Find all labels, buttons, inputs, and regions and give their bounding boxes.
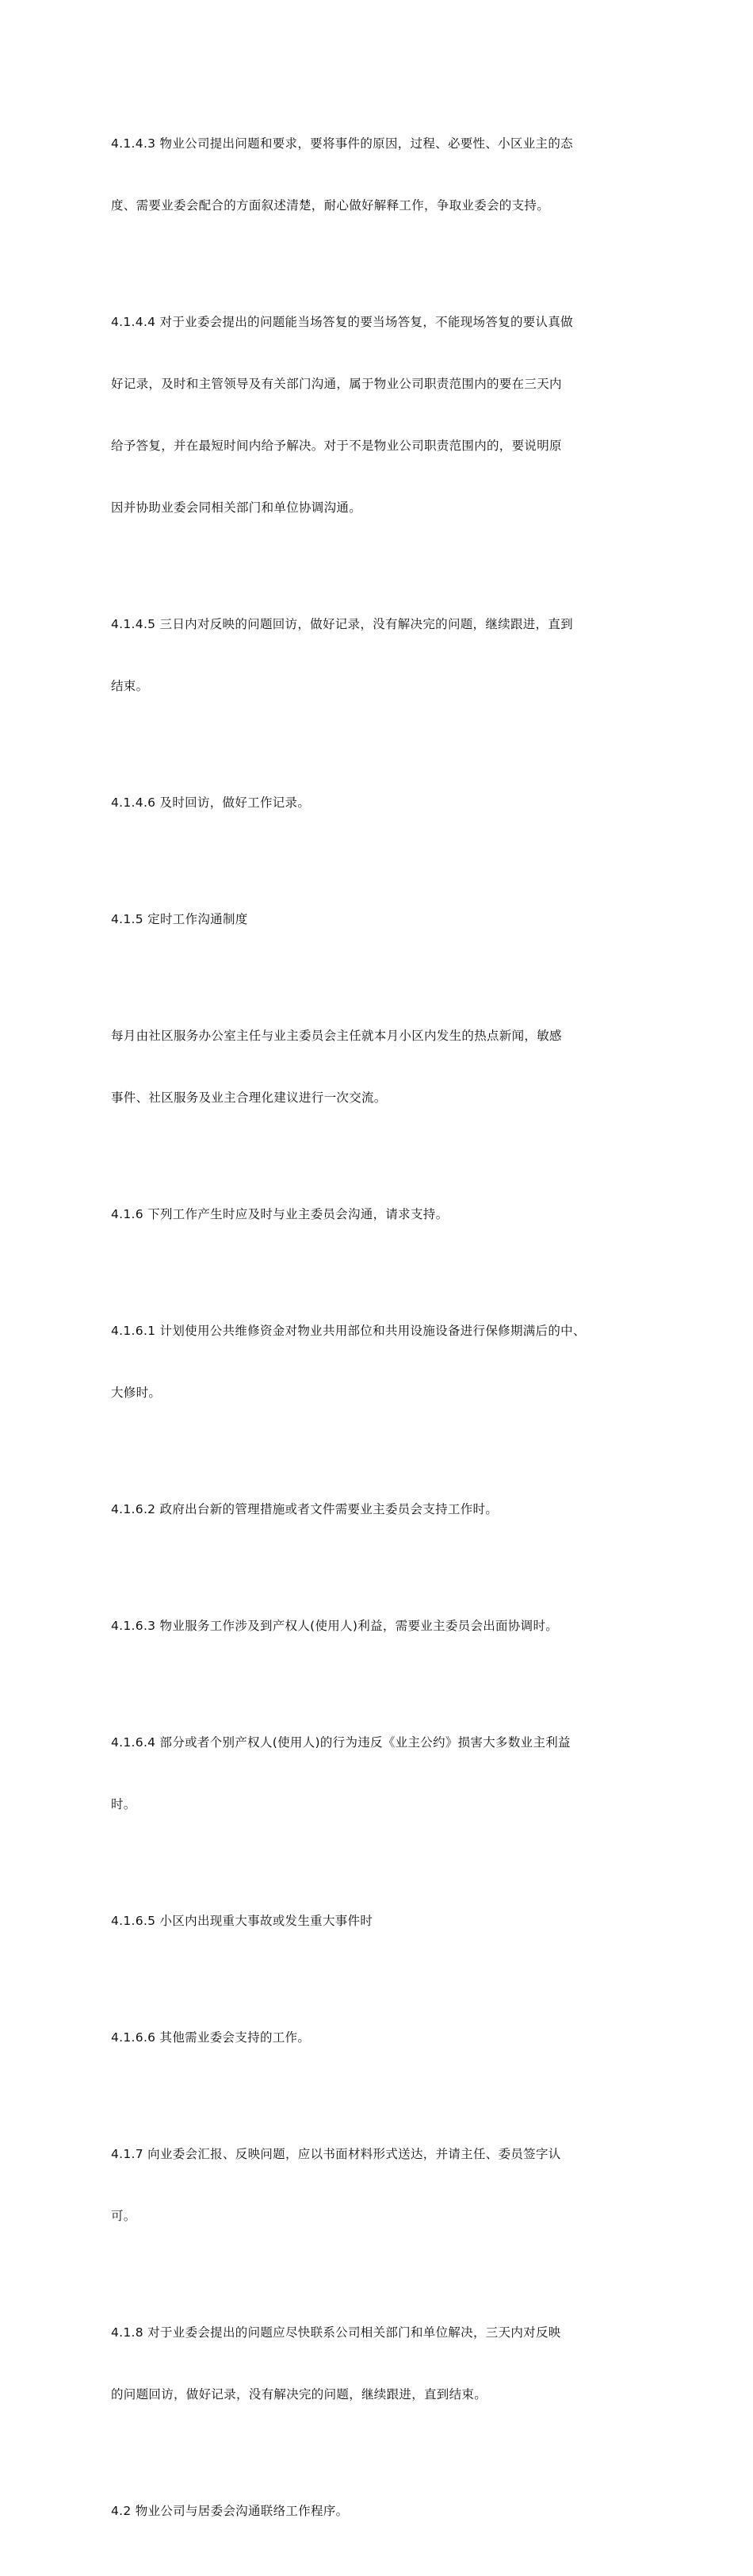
text-line: 给予答复，并在最短时间内给予解决。对于不是物业公司职责范围内的，要说明原 [111, 439, 562, 453]
text-line: 4.1.6.3 物业服务工作涉及到产权人(使用人)利益，需要业主委员会出面协调时。 [111, 1619, 559, 1633]
paragraph-4-1-6-1 [111, 1279, 658, 1444]
text-line: 可。 [111, 2209, 136, 2223]
paragraph-4-1-6-5 [111, 1869, 658, 1972]
text-line: 4.1.6.1 计划使用公共维修资金对物业共用部位和共用设施设备进行保修期满后的中、 [111, 1324, 586, 1338]
paragraph-4-1-6 [111, 1163, 658, 1266]
text-line: 4.1.4.3 物业公司提出问题和要求，要将事件的原因，过程、必要性、小区业主的态 [111, 136, 573, 151]
text-line: 4.2 物业公司与居委会沟通联络工作程序。 [111, 2504, 349, 2518]
paragraph-4-1-8 [111, 2281, 658, 2446]
document-body [111, 92, 658, 2576]
text-line: 4.1.6 下列工作产生时应及时与业主委员会沟通，请求支持。 [111, 1207, 449, 1221]
text-line: 结束。 [111, 679, 149, 693]
text-line: 4.1.4.5 三日内对反映的问题回访，做好记录，没有解决完的问题，继续跟进，直到 [111, 617, 573, 631]
paragraph-monthly-exchange [111, 984, 658, 1149]
text-line: 4.1.4.4 对于业委会提出的问题能当场答复的要当场答复，不能现场答复的要认真做 [111, 315, 573, 329]
paragraph-4-1-4-3 [111, 92, 658, 257]
text-line: 4.1.6.2 政府出台新的管理措施或者文件需要业主委员会支持工作时。 [111, 1502, 499, 1516]
text-line: 的问题回访，做好记录，没有解决完的问题，继续跟进，直到结束。 [111, 2387, 487, 2402]
text-line: 4.1.6.4 部分或者个别产权人(使用人)的行为违反《业主公约》损害大多数业主利益 [111, 1735, 571, 1750]
text-line: 4.1.5 定时工作沟通制度 [111, 912, 248, 926]
text-line: 4.1.7 向业委会汇报、反映问题，应以书面材料形式送达，并请主任、委员签字认 [111, 2147, 561, 2161]
paragraph-4-1-6-6 [111, 1986, 658, 2089]
paragraph-4-1-6-2 [111, 1458, 658, 1561]
text-line: 大修时。 [111, 1386, 162, 1400]
text-line: 好记录，及时和主管领导及有关部门沟通，属于物业公司职责范围内的要在三天内 [111, 377, 562, 391]
paragraph-4-1-6-3 [111, 1574, 658, 1677]
paragraph-4-2 [111, 2459, 658, 2563]
paragraph-4-1-7 [111, 2103, 658, 2267]
paragraph-4-1-6-4 [111, 1691, 658, 1856]
paragraph-4-1-4-6 [111, 751, 658, 854]
paragraph-4-1-4-5 [111, 573, 658, 738]
text-line: 4.1.4.6 及时回访，做好工作记录。 [111, 795, 311, 810]
text-line: 4.1.6.6 其他需业委会支持的工作。 [111, 2030, 311, 2045]
text-line: 时。 [111, 1797, 136, 1811]
text-line: 4.1.6.5 小区内出现重大事故或发生重大事件时 [111, 1914, 373, 1928]
paragraph-4-1-4-4 [111, 270, 658, 559]
text-line: 度、需要业委会配合的方面叙述清楚，耐心做好解释工作，争取业委会的支持。 [111, 198, 550, 213]
text-line: 4.1.8 对于业委会提出的问题应尽快联系公司相关部门和单位解决，三天内对反映 [111, 2325, 561, 2340]
paragraph-4-1-5 [111, 868, 658, 971]
text-line: 事件、社区服务及业主合理化建议进行一次交流。 [111, 1091, 387, 1105]
text-line: 因并协助业委会同相关部门和单位协调沟通。 [111, 500, 362, 515]
text-line: 每月由社区服务办公室主任与业主委员会主任就本月小区内发生的热点新闻，敏感 [111, 1029, 562, 1043]
